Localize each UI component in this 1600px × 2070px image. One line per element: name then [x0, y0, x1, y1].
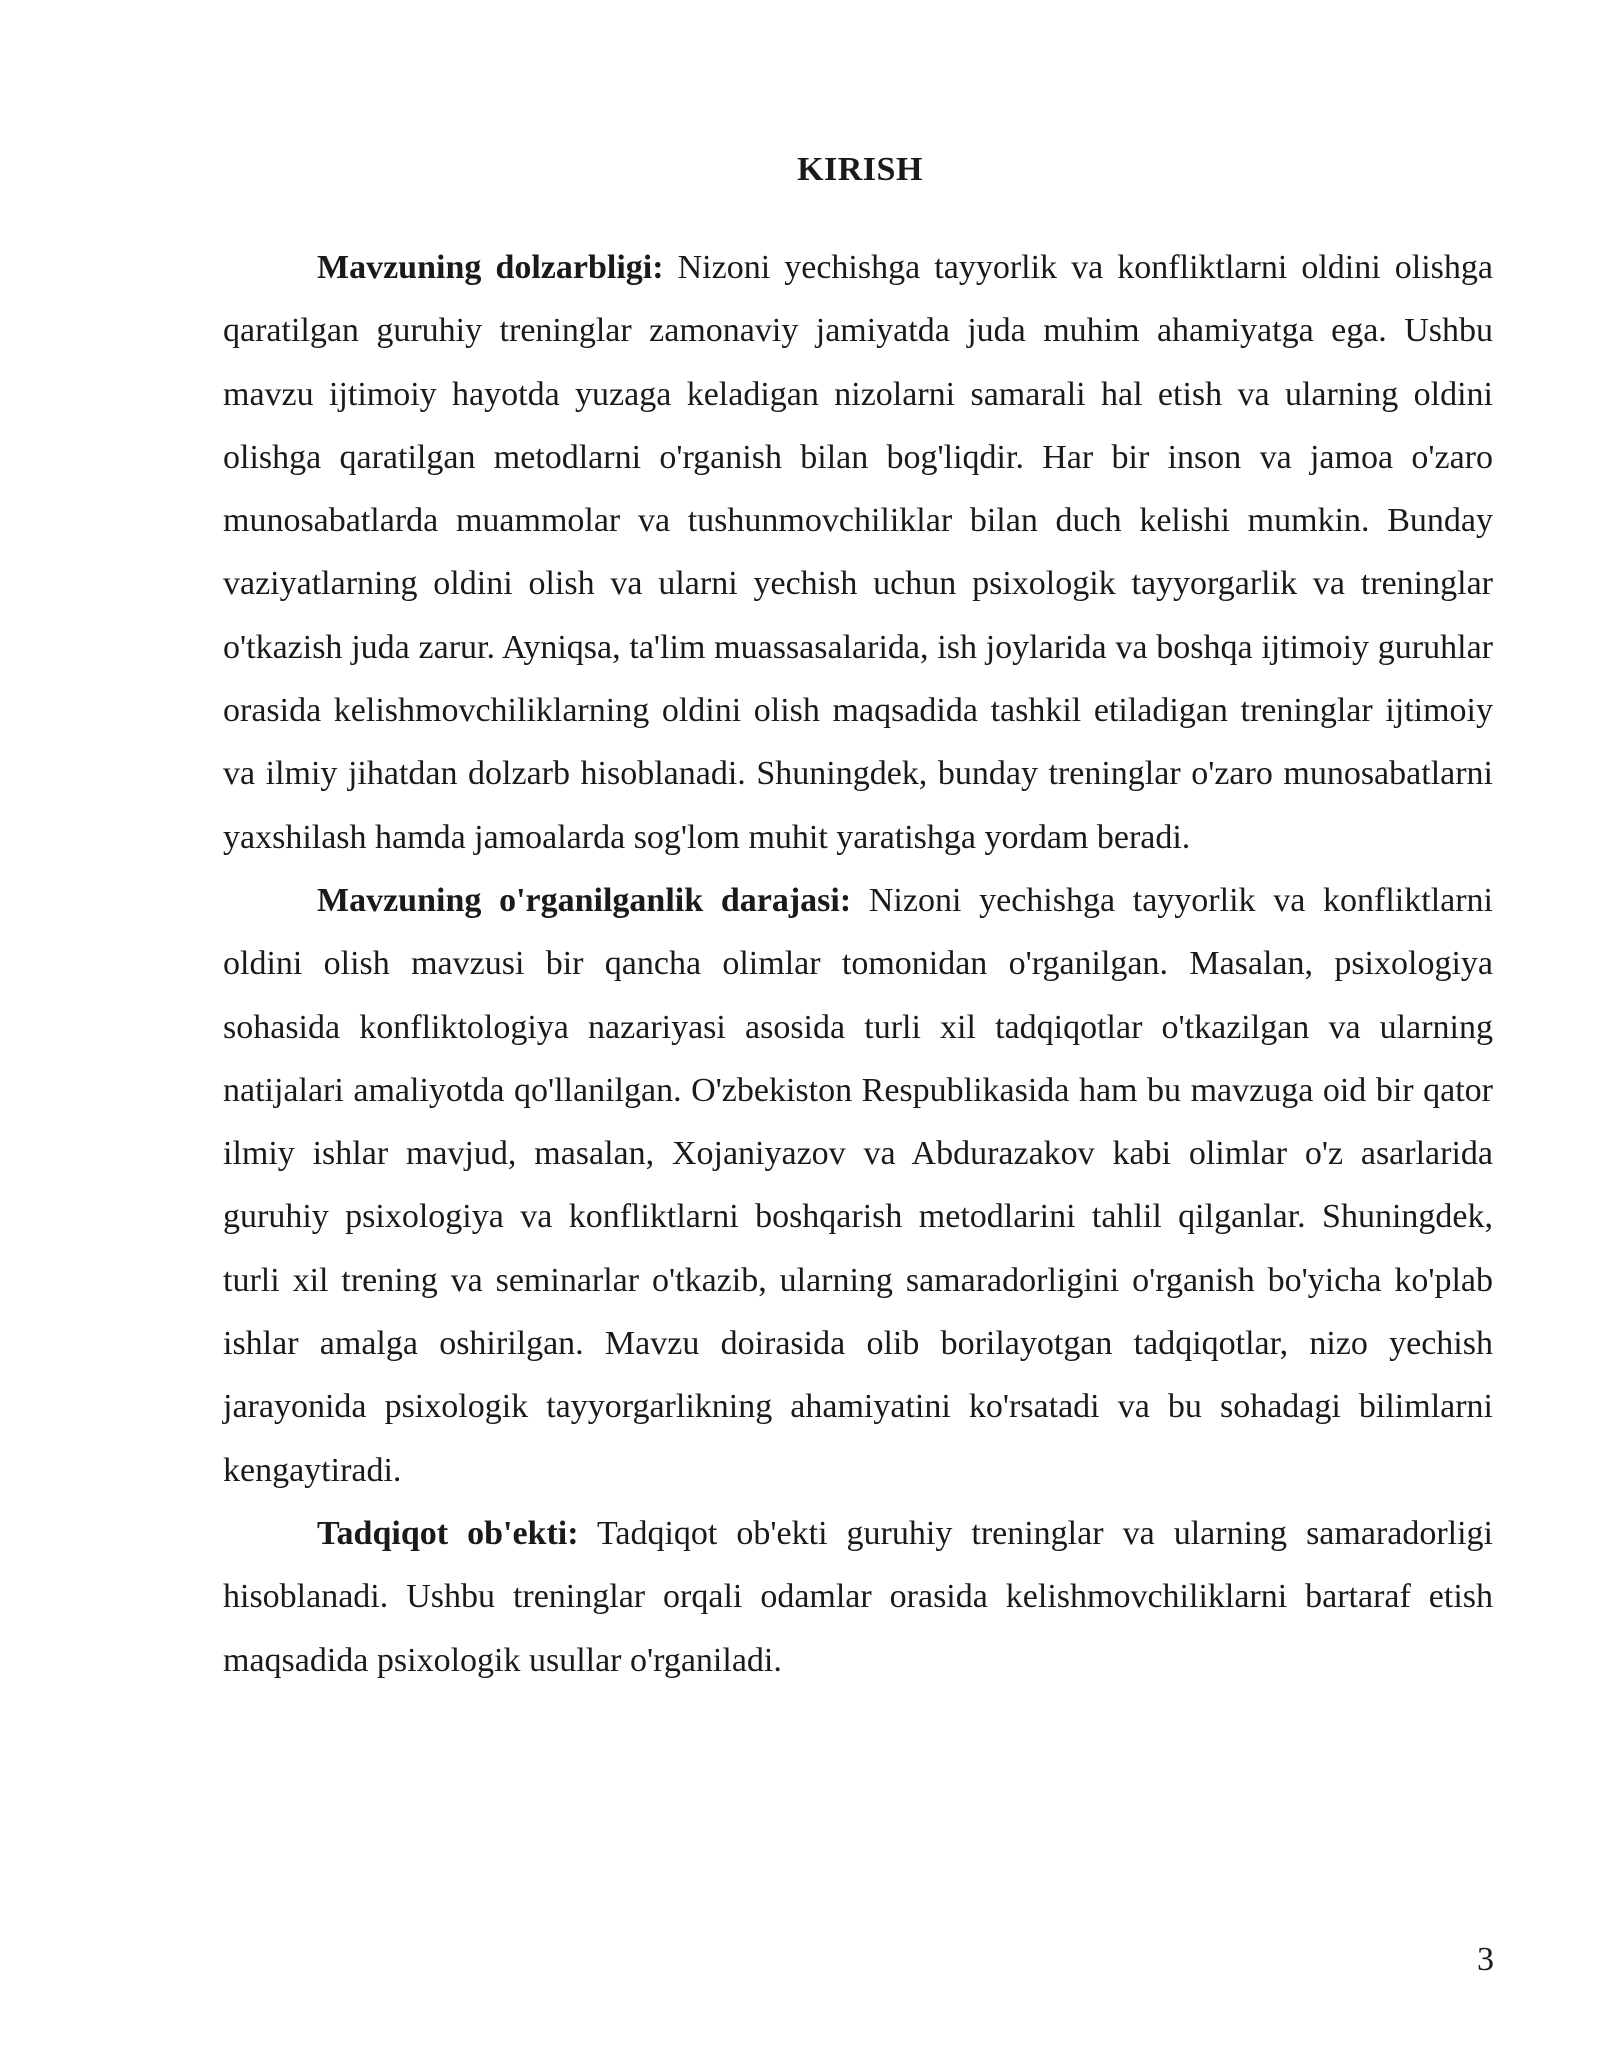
- paragraph-text: Nizoni yechishga tayyorlik va konfliktlarni oldini olishga qaratilgan guruhiy treninglar zamonaviy jamiyatda juda muhim ahamiyatga ega. Ushbu mavzu ijtimoiy hayotda yuzaga keladigan nizolarni samarali hal etish va ularning oldini olishga qaratilgan metodlarni o'rganish bilan bog'liqdir. Har bir inson va jamoa o'zaro munosabatlarda muammolar va tushunmovchiliklar bilan duch kelishi mumkin. Bunday vaziyatlarning oldini olish va ularni yechish uchun psixologik tayyorgarlik va treninglar o'tkazish juda zarur. Ayniqsa, ta'lim muassasalarida, ish joylarida va boshqa ijtimoiy guruhlar orasida kelishmovchiliklarning oldini olish maqsadida tashkil etiladigan treninglar ijtimoiy va ilmiy jihatdan dolzarb hisoblanadi. Shuningdek, bunday treninglar o'zaro munosabatlarni yaxshilash hamda jamoalarda sog'lom muhit yaratishga yordam beradi.: [223, 249, 1493, 856]
- paragraph-relevance: [223, 236, 1493, 869]
- paragraph-degree-of-study: [223, 869, 1493, 1502]
- page-number: 3: [1477, 1941, 1494, 1978]
- document-body: [223, 236, 1493, 1692]
- paragraph-lead: Mavzuning dolzarbligi:: [317, 249, 664, 286]
- paragraph-lead: Tadqiqot ob'ekti:: [317, 1514, 579, 1552]
- paragraph-research-object: [223, 1502, 1493, 1692]
- paragraph-text: Nizoni yechishga tayyorlik va konfliktlarni oldini olish mavzusi bir qancha olimlar tomonidan o'rganilgan. Masalan, psixologiya sohasida konfliktologiya nazariyasi asosida turli xil tadqiqotlar o'tkazilgan va ularning natijalari amaliyotda qo'llanilgan. O'zbekiston Respublikasida ham bu mavzuga oid bir qator ilmiy ishlar mavjud, masalan, Xojaniyazov va Abdurazakov kabi olimlar o'z asarlarida guruhiy psixologiya va konfliktlarni boshqarish metodlarini tahlil qilganlar. Shuningdek, turli xil trening va seminarlar o'tkazib, ularning samaradorligini o'rganish bo'yicha ko'plab ishlar amalga oshirilgan. Mavzu doirasida olib borilayotgan tadqiqotlar, nizo yechish jarayonida psixologik tayyorgarlikning ahamiyatini ko'rsatadi va bu sohadagi bilimlarni kengaytiradi.: [223, 881, 1494, 1489]
- page-title: KIRISH: [797, 151, 923, 188]
- paragraph-lead: Mavzuning o'rganilganlik darajasi:: [317, 881, 852, 919]
- paragraph-text: Tadqiqot ob'ekti guruhiy treninglar va ularning samaradorligi hisoblanadi. Ushbu treninglar orqali odamlar orasida kelishmovchiliklarni bartaraf etish maqsadida psixologik usullar o'rganiladi.: [223, 1514, 1493, 1679]
